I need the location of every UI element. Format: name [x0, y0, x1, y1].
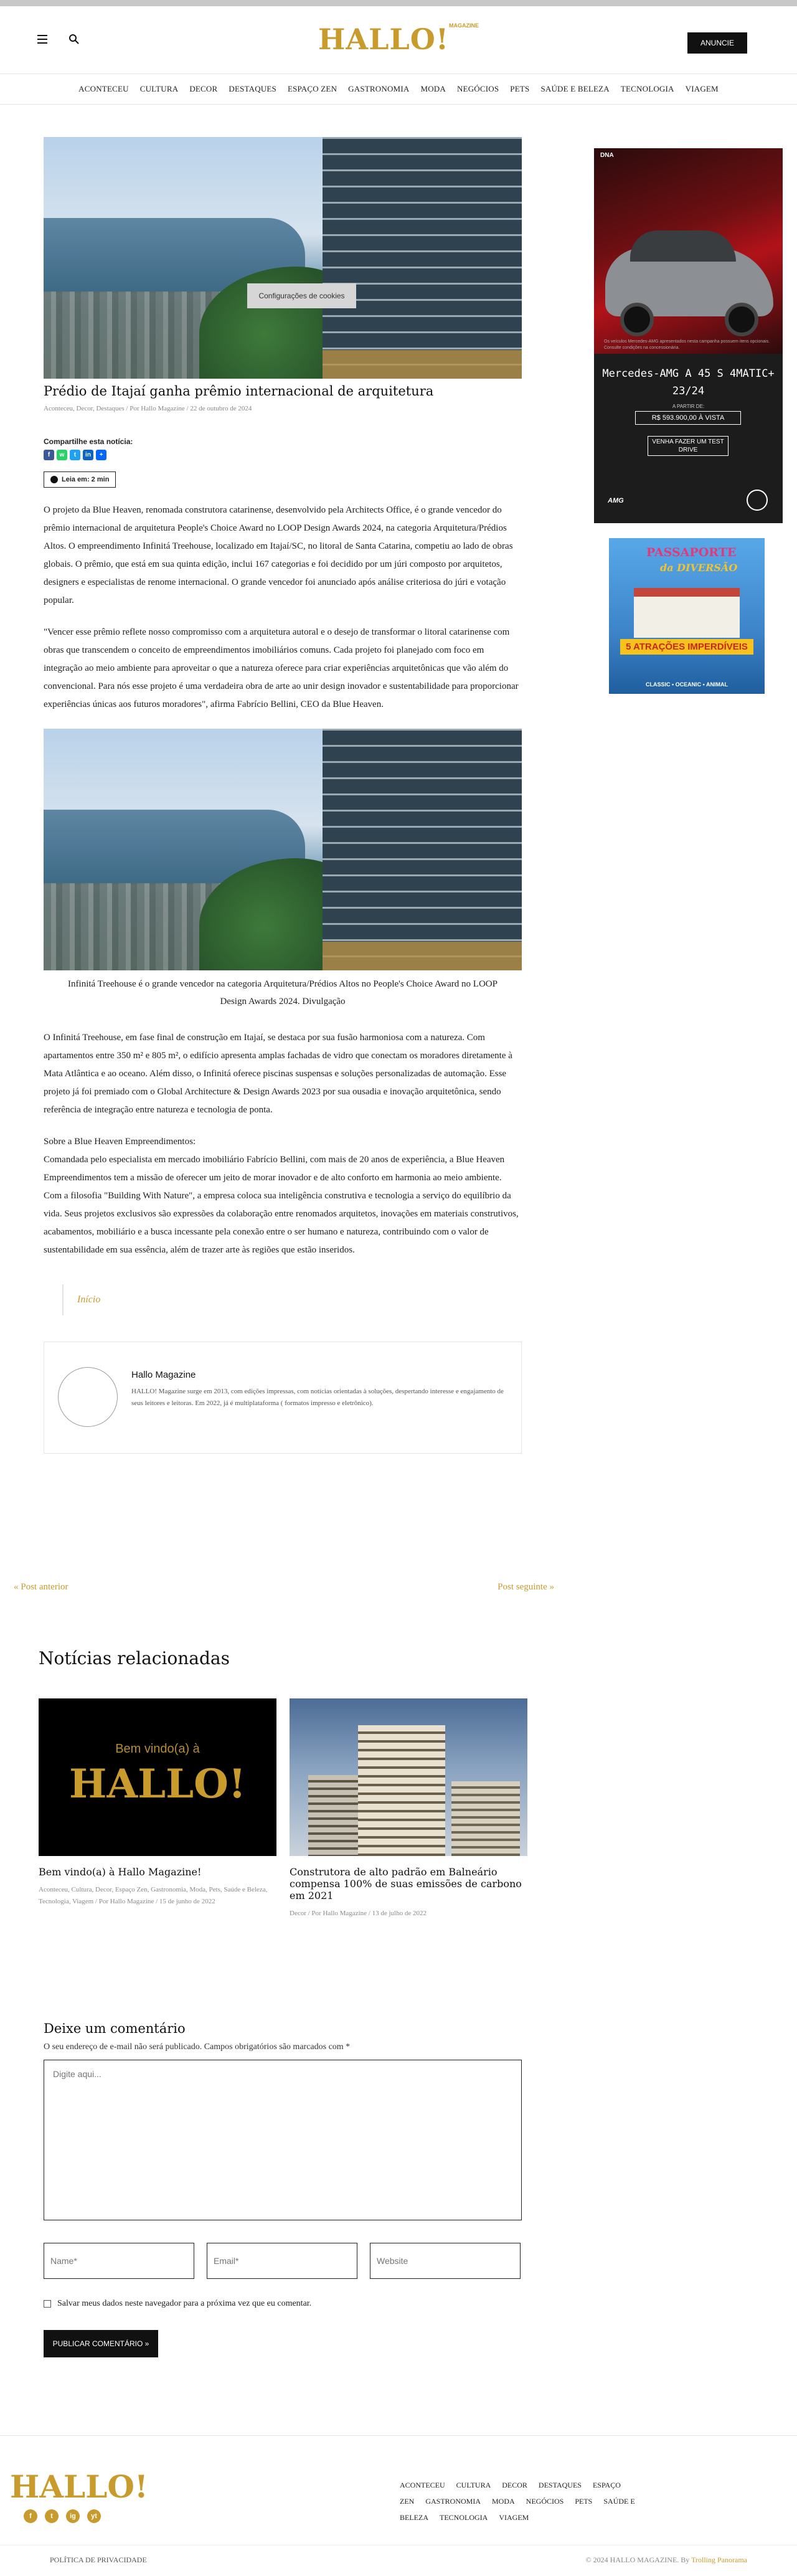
- footer-menu-item[interactable]: DECOR: [502, 2481, 527, 2489]
- article-paragraph: O Infinitá Treehouse, em fase final de construção em Itajaí, se destaca por sua fusão harmoniosa com a natureza. Com apartamentos entre 350 m² e 805 m², o edifício apresenta amplas fachadas de vidro que conectam os moradores diretamente à Mata Atlântica e ao oceano. Além disso, o Infinitá oferece piscinas suspensas e soluções personalizadas de automação. Esse projeto já foi premiado com o Global Architecture & Design Awards 2023 por sua ousadia e inovação arquitetônica, sendo referência de integração entre natureza e tecnologia de ponta.: [44, 1033, 512, 1115]
- footer-menu-item[interactable]: TECNOLOGIA: [440, 2513, 488, 2522]
- comment-textarea[interactable]: [44, 2060, 522, 2220]
- nav-item[interactable]: MODA: [420, 84, 446, 93]
- site-footer: [0, 2435, 797, 2575]
- share-icon[interactable]: +: [96, 450, 106, 460]
- comment-note: O seu endereço de e-mail não será publicado. Campos obrigatórios são marcados com *: [44, 2042, 351, 2052]
- comment-form: [44, 2021, 522, 2357]
- nav-item[interactable]: NEGÓCIOS: [456, 84, 499, 93]
- ad-title: PASSAPORTE: [646, 546, 737, 559]
- save-data-label: Salvar meus dados neste navegador para a próxima vez que eu comentar.: [57, 2299, 312, 2308]
- park-ad[interactable]: [609, 538, 765, 694]
- reading-time-badge: Leia em: 2 min: [44, 471, 116, 488]
- save-data-checkbox[interactable]: [44, 2300, 51, 2308]
- related-meta: Aconteceu, Cultura, Decor, Espaço Zen, Gastronomia, Moda, Pets, Saúde e Beleza, Tecnologia, Viagem / Por Hallo Magazine / 15 de junho de 2022: [39, 1886, 268, 1905]
- name-field[interactable]: [44, 2243, 194, 2279]
- anuncie-button[interactable]: ANUNCIE: [687, 32, 747, 54]
- ad-price-label: A PARTIR DE:: [672, 404, 705, 409]
- related-title: Notícias relacionadas: [39, 1648, 230, 1669]
- author-bio: HALLO! Magazine surge em 2013, com edições impressas, com notícias orientadas à soluções, despertando interesse e engajamento de seus leitores e leitoras. Em 2022, já é multiplataforma ( formatos impresso e eletrônico).: [131, 1388, 504, 1407]
- nav-item[interactable]: CULTURA: [139, 84, 179, 93]
- footer-menu-item[interactable]: SAÚDE E BELEZA: [400, 2497, 635, 2522]
- nav-item[interactable]: GASTRONOMIA: [348, 84, 410, 93]
- post-navigation: [14, 1582, 554, 1593]
- nav-item[interactable]: DESTAQUES: [229, 84, 276, 93]
- footer-logo[interactable]: HALLO!: [10, 2468, 148, 2505]
- ad-brands: CLASSIC • OCEANIC • ANIMAL: [646, 681, 728, 688]
- related-thumbnail[interactable]: [290, 1698, 527, 1856]
- ad-model: Mercedes-AMG A 45 S 4MATIC+ 23/24: [602, 367, 775, 397]
- ad-brand: DNA: [600, 152, 614, 159]
- footer-menu-item[interactable]: ACONTECEU: [400, 2481, 445, 2489]
- author-box: [44, 1342, 522, 1454]
- avatar: [58, 1367, 118, 1427]
- nav-item[interactable]: ACONTECEU: [78, 84, 129, 93]
- article-title: Prédio de Itajaí ganha prêmio internacional de arquitetura: [44, 384, 434, 399]
- article-paragraph: Comandada pelo especialista em mercado imobiliário Fabrício Bellini, com mais de 20 anos de experiência, a Blue Heaven Empreendimentos tem a missão de oferecer um jeito de morar inovador e de alto conforto em harmonia ao meio ambiente. Com a filosofia "Building With Nature", a empresa coloca sua inteligência construtiva e tecnologia a serviço do equilíbrio da vida. Seus projetos exclusivos são expressões da colaboração entre renomados arquitetos, inovações em materiais construtivos, acabamentos, mobiliário e a busca incessante pela conexão entre o ser humano e natureza, contribuindo com o valor de sustentabilidade em sua essência, além de trazer arte às regiões que estão inseridos.: [44, 1155, 519, 1255]
- facebook-icon[interactable]: f: [44, 450, 54, 460]
- ad-price: R$ 593.900,00 À VISTA: [635, 411, 741, 425]
- clock-icon: [50, 476, 58, 483]
- author-name[interactable]: Hallo Magazine: [131, 1370, 196, 1380]
- site-logo[interactable]: HALLO!$^{MAGAZINE}$: [318, 22, 479, 56]
- article-paragraph: "Vencer esse prêmio reflete nosso compromisso com a arquitetura autoral e o desejo de transformar o litoral catarinense com obras que transcendem o conceito de empreendimentos imobiliários comuns. Cada projeto foi planejado com foco em integração ao meio ambiente para aproveitar o que a natureza oferece para criar experiências arquitetônicas que vão além do convencional. Para nós esse projeto é uma verdadeira obra de arte ao unir design inovador e sustentabilidade para proporcionar experiências únicas aos futuros moradores", afirma Fabrício Bellini, CEO da Blue Heaven.: [44, 627, 519, 709]
- twitter-icon[interactable]: t: [45, 2509, 59, 2523]
- share-label: Compartilhe esta notícia:: [44, 437, 133, 446]
- next-post-link[interactable]: Post seguinte »: [498, 1582, 554, 1592]
- test-drive-button[interactable]: VENHA FAZER UM TEST DRIVE: [648, 436, 729, 456]
- website-field[interactable]: [370, 2243, 521, 2279]
- quote-link[interactable]: Início: [62, 1284, 522, 1315]
- nav-item[interactable]: VIAGEM: [685, 84, 719, 93]
- nav-item[interactable]: TECNOLOGIA: [620, 84, 674, 93]
- footer-bottom: [0, 2545, 797, 2576]
- submit-comment-button[interactable]: PUBLICAR COMENTÁRIO »: [44, 2330, 158, 2357]
- nav-item[interactable]: PETS: [510, 84, 530, 93]
- credit-link[interactable]: Trolling Panorama: [691, 2555, 747, 2564]
- related-card[interactable]: [290, 1698, 527, 1920]
- related-thumbnail[interactable]: Bem vindo(a) à HALLO!: [39, 1698, 276, 1856]
- article-paragraph: O projeto da Blue Heaven, renomada construtora catarinense, desenvolvido pela Architects Office, é o grande vencedor do prêmio internacional de arquitetura People's Choice Award no LOOP Design Awards 2024, na categoria Arquitetura/Prédios Altos. O empreendimento Infinitá Treehouse, localizado em Itajaí/SC, no litoral de Santa Catarina, competiu ao lado de obras globais. O prêmio, que está em sua quinta edição, inclui 167 categorias e foi decidido por um júri composto por arquitetos, designers e especialistas de renome internacional. O grande vencedor foi anunciado após análise criteriosa do júri e votação popular.: [44, 505, 513, 605]
- ad-fine-print: Os veículos Mercedes-AMG apresentados nesta campanha possuem itens opcionais. Consulte condições na concessionária.: [604, 339, 770, 350]
- related-meta: Decor / Por Hallo Magazine / 13 de julho de 2022: [290, 1910, 427, 1917]
- article: [44, 137, 522, 1454]
- footer-menu-item[interactable]: DESTAQUES: [538, 2481, 582, 2489]
- site-header: [0, 6, 797, 73]
- top-strip: [0, 0, 797, 6]
- whatsapp-icon[interactable]: w: [57, 450, 67, 460]
- nav-item[interactable]: ESPAÇO ZEN: [287, 84, 337, 93]
- category-nav: [0, 73, 797, 105]
- footer-menu-item[interactable]: ESPAÇO ZEN: [400, 2481, 621, 2506]
- instagram-icon[interactable]: ig: [66, 2509, 80, 2523]
- hero-image: [44, 137, 522, 379]
- linkedin-icon[interactable]: in: [83, 450, 93, 460]
- youtube-icon[interactable]: yt: [87, 2509, 101, 2523]
- mercedes-star-icon: [747, 490, 768, 511]
- article-image: [44, 729, 522, 970]
- social-links: [24, 2509, 101, 2523]
- footer-menu-item[interactable]: MODA: [492, 2497, 515, 2506]
- twitter-icon[interactable]: t: [70, 450, 80, 460]
- cookie-settings-button[interactable]: Configurações de cookies: [247, 283, 356, 308]
- article-meta: Aconteceu, Decor, Destaques / Por Hallo Magazine / 22 de outubro de 2024: [44, 405, 252, 412]
- facebook-icon[interactable]: f: [24, 2509, 37, 2523]
- nav-item[interactable]: SAÚDE E BELEZA: [540, 84, 610, 93]
- footer-menu-item[interactable]: NEGÓCIOS: [526, 2497, 564, 2506]
- nav-item[interactable]: DECOR: [189, 84, 218, 93]
- car-ad[interactable]: [594, 148, 783, 523]
- ad-headline: 5 ATRAÇÕES IMPERDÍVEIS: [620, 639, 753, 655]
- share-icons: [44, 450, 522, 460]
- related-title-link[interactable]: Construtora de alto padrão em Balneário compensa 100% de suas emissões de carbono em 2021: [290, 1866, 522, 1901]
- ad-subtitle: da DIVERSÃO: [660, 562, 738, 574]
- house-image: [634, 588, 740, 638]
- email-field[interactable]: [207, 2243, 357, 2279]
- image-caption: Infinitá Treehouse é o grande vencedor na categoria Arquitetura/Prédios Altos no People's Choice Award no LOOP Design Awards 2024. Divulgação: [68, 979, 498, 1006]
- footer-menu-item[interactable]: GASTRONOMIA: [425, 2497, 481, 2506]
- amg-logo: AMG: [608, 497, 624, 504]
- footer-menu-item[interactable]: VIAGEM: [499, 2513, 529, 2522]
- footer-menu-item[interactable]: PETS: [575, 2497, 593, 2506]
- comment-title: Deixe um comentário: [44, 2021, 186, 2036]
- privacy-link[interactable]: POLÍTICA DE PRIVACIDADE: [50, 2555, 147, 2564]
- copyright: © 2024 HALLO MAGAZINE. By Trolling Panorama: [585, 2555, 747, 2564]
- related-card[interactable]: [39, 1698, 276, 1908]
- footer-menu: [400, 2477, 767, 2526]
- article-subtitle: Sobre a Blue Heaven Empreendimentos:: [44, 1137, 196, 1147]
- prev-post-link[interactable]: « Post anterior: [14, 1582, 68, 1592]
- related-title-link[interactable]: Bem vindo(a) à Hallo Magazine!: [39, 1866, 202, 1878]
- footer-menu-item[interactable]: CULTURA: [456, 2481, 491, 2489]
